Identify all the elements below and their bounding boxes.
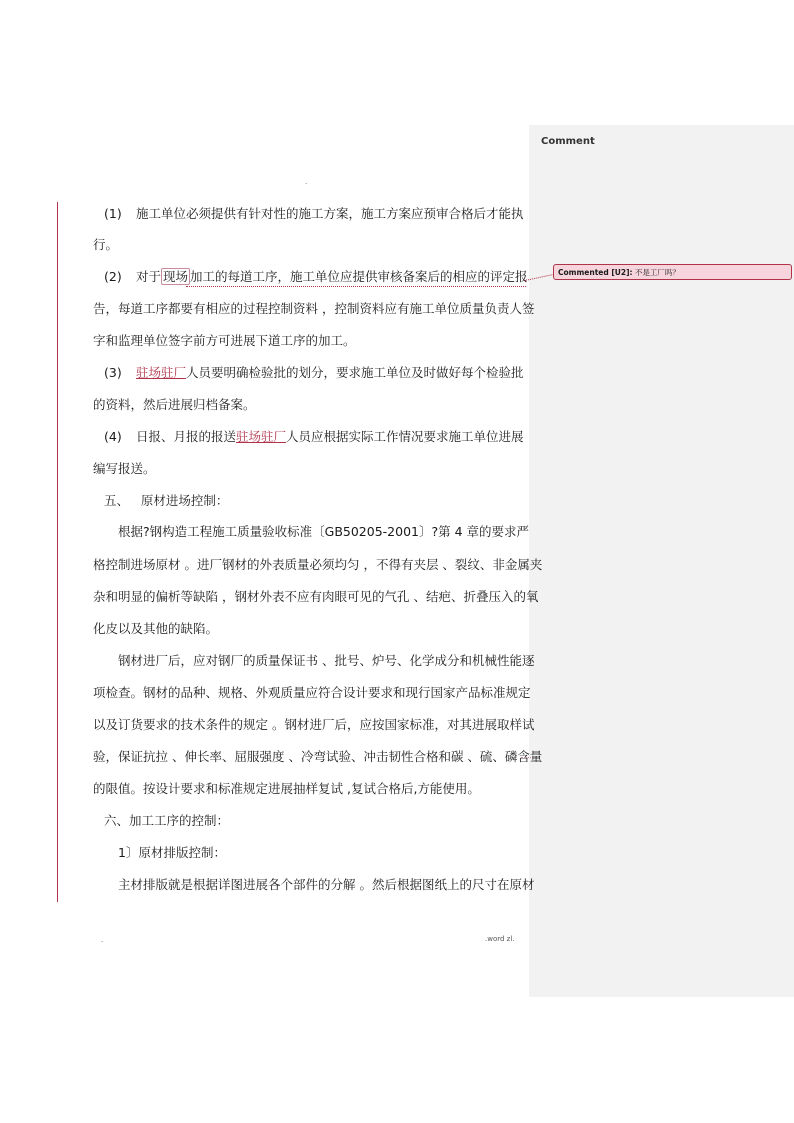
paragraph-text: 日报、月报的报送驻场驻厂人员应根据实际工作情况要求施工单位进展 [136, 429, 524, 444]
paragraph-number: (3) [104, 365, 122, 380]
paragraph-7-line-1: 主材排版就是根据详图进展各个部件的分解 。然后根据图纸上的尺寸在原材 [118, 877, 535, 892]
paragraph-6-line-1: 钢材进厂后，应对钢厂的质量保证书 、批号、炉号、化学成分和机械性能逐 [118, 653, 535, 668]
footer-left: . [101, 936, 104, 944]
paragraph-6-line-4: 验，保证抗拉 、伸长率、屈服强度 、冷弯试验、冲击韧性合格和碳 、硫、磷含量 [93, 749, 543, 764]
paragraph-1-line-2: 行。 [93, 237, 119, 252]
paragraph-number: (1) [104, 206, 122, 221]
comment-pane-title: Comment [541, 136, 595, 147]
comment-anchor[interactable]: 现场 [163, 269, 189, 284]
comment-balloon[interactable] [553, 264, 792, 280]
paragraph-5-line-3: 杂和明显的偏析等缺陷 ，钢材外表不应有肉眼可见的气孔 、结疤、折叠压入的氧 [93, 589, 539, 604]
paragraph-number: (4) [104, 429, 122, 444]
paragraph-text: 施工单位必须提供有针对性的施工方案，施工方案应预审合格后才能执 [136, 206, 524, 221]
footer-right: .word zl. [485, 935, 515, 943]
header-mark: . [305, 178, 308, 186]
paragraph-6-line-5: 的限值。按设计要求和标准规定进展抽样复试 ,复试合格后,方能使用。 [93, 781, 480, 796]
paragraph-number: (2) [104, 269, 122, 284]
change-bar [57, 202, 58, 902]
paragraph-5-line-1: 根据?钢构造工程施工质量验收标准〔GB50205-2001〕?第 4 章的要求严 [118, 524, 530, 539]
tracked-insertion[interactable]: 驻厂 [261, 429, 287, 444]
section-heading-6: 六、加工工序的控制： [104, 813, 230, 828]
tracked-insertion[interactable]: 驻厂 [161, 365, 187, 380]
subsection-heading-6-1: 1〕原材排版控制： [118, 845, 226, 860]
comment-author: Commented [U2]: [558, 268, 633, 277]
tracked-deletion[interactable]: 驻场 [236, 429, 262, 444]
paragraph-text: 对于 现场 加工的每道工序，施工单位应提供审核备案后的相应的评定报 [136, 269, 528, 284]
paragraph-2-line-3: 字和监理单位签字前方可进展下道工序的加工。 [93, 333, 356, 348]
tracked-deletion[interactable]: 驻场 [136, 365, 162, 380]
comment-pane [529, 125, 794, 997]
revision-edge-mark [521, 757, 531, 758]
paragraph-text: 驻场驻厂人员要明确检验批的划分，要求施工单位及时做好每个检验批 [136, 365, 524, 380]
paragraph-5-line-2: 格控制进场原材 。进厂钢材的外表质量必须均匀 ，不得有夹层 、裂纹、非金属夹 [93, 557, 543, 572]
paragraph-5-line-4: 化皮以及其他的缺陷。 [93, 621, 219, 636]
paragraph-4-line-2: 编写报送。 [93, 461, 156, 476]
comment-text: 不是工厂吗？ [634, 268, 680, 277]
paragraph-6-line-3: 以及订货要求的技术条件的规定 。钢材进厂后，应按国家标准，对其进展取样试 [93, 717, 535, 732]
paragraph-2-line-2: 告，每道工序都要有相应的过程控制资料 ，控制资料应有施工单位质量负责人签 [93, 301, 535, 316]
paragraph-3-line-2: 的资料，然后进展归档备案。 [93, 397, 256, 412]
comment-connector [186, 286, 526, 287]
paragraph-6-line-2: 项检查。钢材的品种、规格、外观质量应符合设计要求和现行国家产品标准规定 [93, 685, 531, 700]
section-heading-5: 五、 原材进场控制： [104, 493, 229, 508]
